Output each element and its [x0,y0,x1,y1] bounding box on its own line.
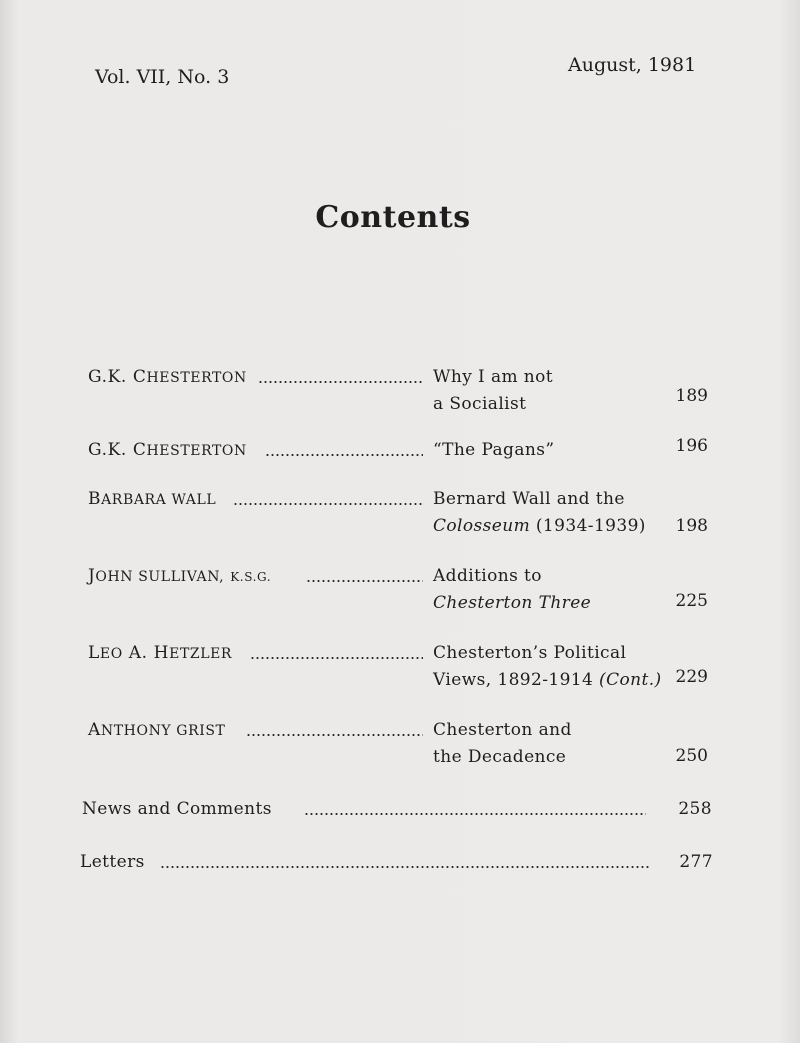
entry-title-line1: Chesterton and [433,720,572,740]
entry-page-number: 189 [675,386,708,406]
toc-entry [88,720,708,780]
issue-date: August, 1981 [568,54,697,76]
entry-author: ANTHONY GRIST [88,720,226,740]
toc-section-row [80,852,713,876]
entry-title-line2: the Decadence [433,747,567,767]
entry-page-number: 229 [675,667,708,687]
entry-title-line1: Chesterton’s Political [433,643,627,663]
entry-page-number: 225 [675,591,708,611]
entry-author: JOHN SULLIVAN, K.S.G. [88,566,272,586]
toc-entry [88,367,708,427]
dot-leader [233,492,423,508]
entry-title-line1: Why I am not [433,367,554,387]
entry-title-line1: Additions to [433,566,542,586]
dot-leader [160,855,650,871]
dot-leader [250,646,423,662]
section-label: News and Comments [82,799,272,819]
entry-title-line1: Bernard Wall and the [433,489,625,509]
entry-title-line2: Chesterton Three [433,593,592,613]
volume-number: Vol. VII, No. 3 [95,66,230,88]
section-page-number: 277 [679,852,713,872]
entry-author: LEO A. HETZLER [88,643,233,663]
entry-title-line2: Colosseum (1934-1939) [433,516,646,536]
entry-author: G.K. CHESTERTON [88,367,247,387]
entry-author: BARBARA WALL [88,489,217,509]
dot-leader [258,370,423,386]
entry-page-number: 196 [675,436,708,456]
entry-title-line1: “The Pagans” [433,440,555,460]
dot-leader [306,569,423,585]
toc-section-row [82,799,712,823]
section-page-number: 258 [678,799,712,819]
entry-title-line2: a Socialist [433,394,527,414]
entry-title-line2: Views, 1892-1914 (Cont.) [433,670,662,690]
page-title: Contents [315,200,471,235]
toc-entry [88,643,708,703]
toc-entry [88,566,708,626]
dot-leader [304,802,646,818]
entry-page-number: 198 [675,516,708,536]
section-label: Letters [80,852,145,872]
toc-entry [88,489,708,549]
entry-author: G.K. CHESTERTON [88,440,247,460]
dot-leader [246,723,423,739]
entry-page-number: 250 [675,746,708,766]
dot-leader [265,443,423,459]
